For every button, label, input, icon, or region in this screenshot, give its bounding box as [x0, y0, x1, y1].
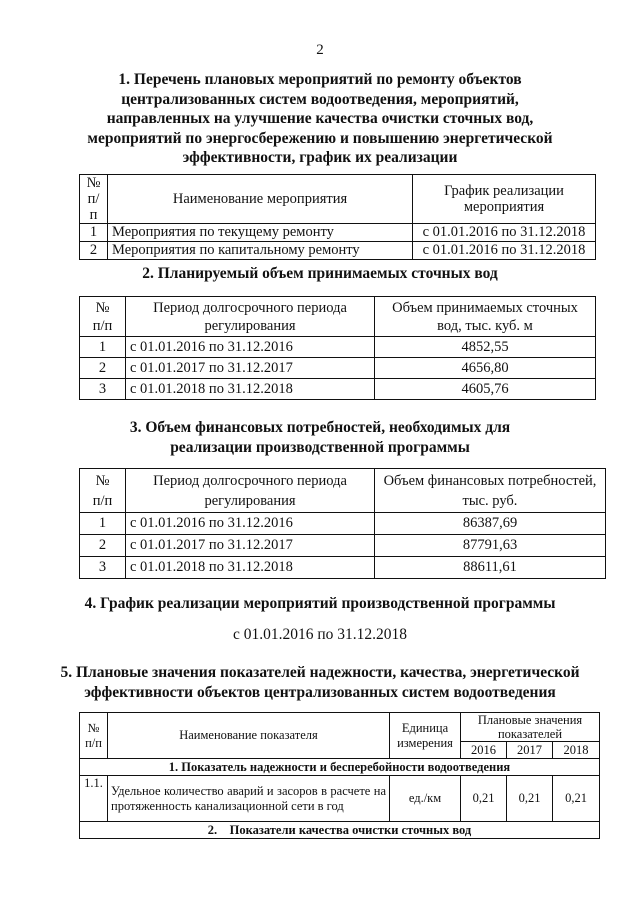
- subsection-title: 2. Показатели качества очистки сточных вод: [80, 822, 600, 839]
- section3-title-line: 3. Объем финансовых потребностей, необходимых для: [129, 419, 511, 436]
- finance-value: 87791,63: [375, 535, 606, 557]
- finance-value: 86387,69: [375, 513, 606, 535]
- section1-title-line: эффективности, график их реализации: [182, 149, 458, 166]
- indicator-name: Удельное количество аварий и засоров в расчете на протяженность канализационной сети в год: [108, 776, 390, 822]
- row-number: 2: [80, 242, 108, 260]
- table-row: [80, 358, 596, 379]
- section2-table: [79, 296, 596, 400]
- table-row: [80, 776, 600, 822]
- row-number: 1: [80, 224, 108, 242]
- volume-value: 4852,55: [375, 337, 596, 358]
- section4-title: 4. График реализации мероприятий производственной программы: [84, 595, 556, 612]
- row-number: 1: [80, 337, 126, 358]
- num-header: № п/п: [80, 175, 108, 224]
- period-value: с 01.01.2018 по 31.12.2018: [126, 557, 375, 579]
- num-header: № п/п: [80, 713, 108, 759]
- measure-name: Мероприятия по текущему ремонту: [108, 224, 413, 242]
- volume-value: 4656,80: [375, 358, 596, 379]
- schedule-header: График реализации мероприятия: [413, 175, 596, 224]
- num-header: № п/п: [80, 469, 126, 513]
- section3-title: [0, 418, 640, 457]
- section1-title-line: централизованных систем водоотведения, мероприятий,: [121, 90, 519, 108]
- section1-title-line: направленных на улучшение качества очистки сточных вод,: [106, 110, 534, 127]
- unit-header: Единица измерения: [390, 713, 461, 759]
- planned-value-2016: 0,21: [461, 776, 507, 822]
- row-number: 2: [80, 535, 126, 557]
- period-value: с 01.01.2016 по 31.12.2016: [126, 513, 375, 535]
- table-row: [80, 535, 606, 557]
- volume-header: Объем принимаемых сточных вод, тыс. куб. м: [375, 297, 596, 337]
- table-row: [80, 242, 596, 260]
- table-row: [80, 224, 596, 242]
- row-number: 3: [80, 379, 126, 400]
- table-row: [80, 557, 606, 579]
- table-header-row: [80, 175, 596, 224]
- section1-title-line: мероприятий по энергосбережению и повышению энергетической: [87, 129, 553, 147]
- subsection-row: [80, 759, 600, 776]
- planned-value-2017: 0,21: [507, 776, 553, 822]
- page-number: 2: [316, 42, 324, 58]
- year-header: 2017: [507, 742, 553, 759]
- num-header: № п/п: [80, 297, 126, 337]
- section5-title-line: эффективности объектов централизованных систем водоотведения: [84, 683, 556, 701]
- subsection-row: [80, 822, 600, 839]
- section1-title-line: 1. Перечень плановых мероприятий по ремонту объектов: [118, 71, 522, 88]
- section3-title-line: реализации производственной программы: [170, 438, 470, 456]
- section3-table: [79, 468, 606, 579]
- table-row: [80, 379, 596, 400]
- year-header: 2018: [553, 742, 600, 759]
- finance-header: Объем финансовых потребностей, тыс. руб.: [375, 469, 606, 513]
- section2-title: 2. Планируемый объем принимаемых сточных вод: [142, 265, 498, 282]
- name-header: Наименование мероприятия: [108, 175, 413, 224]
- table-row: [80, 337, 596, 358]
- indicator-name-header: Наименование показателя: [108, 713, 390, 759]
- schedule-period: с 01.01.2016 по 31.12.2018: [413, 224, 596, 242]
- period-value: с 01.01.2017 по 31.12.2017: [126, 358, 375, 379]
- row-number: 1: [80, 513, 126, 535]
- section1-title: [0, 70, 640, 168]
- year-header: 2016: [461, 742, 507, 759]
- planned-value-2018: 0,21: [553, 776, 600, 822]
- period-header: Период долгосрочного периода регулирования: [126, 297, 375, 337]
- row-number: 2: [80, 358, 126, 379]
- unit-value: ед./км: [390, 776, 461, 822]
- table-header-row: [80, 469, 606, 513]
- row-number: 3: [80, 557, 126, 579]
- subsection-title: 1. Показатель надежности и бесперебойности водоотведения: [80, 759, 600, 776]
- section5-table: [79, 712, 600, 839]
- period-value: с 01.01.2016 по 31.12.2016: [126, 337, 375, 358]
- section1-table: [79, 174, 596, 260]
- schedule-period: с 01.01.2016 по 31.12.2018: [413, 242, 596, 260]
- table-header-row: [80, 713, 600, 742]
- row-number: 1.1.: [80, 776, 108, 822]
- finance-value: 88611,61: [375, 557, 606, 579]
- section5-title: [0, 663, 640, 702]
- period-value: с 01.01.2017 по 31.12.2017: [126, 535, 375, 557]
- volume-value: 4605,76: [375, 379, 596, 400]
- measure-name: Мероприятия по капитальному ремонту: [108, 242, 413, 260]
- section4-period: с 01.01.2016 по 31.12.2018: [232, 626, 408, 643]
- table-header-row: [80, 297, 596, 337]
- period-value: с 01.01.2018 по 31.12.2018: [126, 379, 375, 400]
- planned-values-header: Плановые значения показателей: [461, 713, 600, 742]
- table-row: [80, 513, 606, 535]
- period-header: Период долгосрочного периода регулирования: [126, 469, 375, 513]
- section5-title-line: 5. Плановые значения показателей надежности, качества, энергетической: [60, 664, 580, 681]
